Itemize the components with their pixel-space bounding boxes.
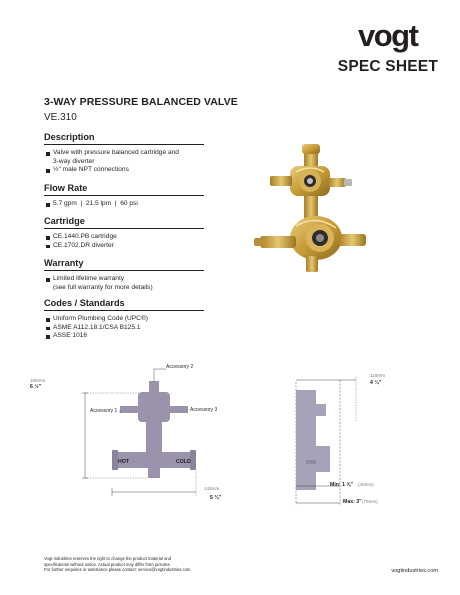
height-mm-label: 165mm — [30, 378, 46, 383]
list-item: ASME A112.18.1/CSA B125.1 — [44, 324, 204, 333]
list-item: Valve with pressure balanced cartridge and 3-way diverter — [44, 149, 204, 166]
list-item: ½" male NPT connections — [44, 166, 204, 175]
product-title: 3-WAY PRESSURE BALANCED VALVE — [44, 96, 238, 108]
max-depth-label: Max: 3" — [343, 499, 362, 505]
accessory-1-label: Accessory 1 — [90, 408, 118, 414]
section-flow-rate — [44, 183, 204, 209]
min-depth-mm: (40mm) — [358, 482, 374, 487]
hot-label: HOT — [118, 459, 129, 465]
side-view-drawing — [296, 373, 385, 505]
cold-label: COLD — [176, 459, 191, 465]
spec-sheet-title: SPEC SHEET — [337, 58, 438, 75]
width-in-label: 5 ¾" — [210, 495, 222, 501]
depth-in-label: 4 ¼" — [370, 380, 382, 386]
list-item: ASSE 1016 — [44, 332, 204, 341]
list-item: Limited lifetime warranty (see full warranty for more details) — [44, 275, 204, 292]
vogt-logo — [358, 20, 440, 54]
max-depth-mm: (75mm) — [362, 499, 378, 504]
list-item: CE.1702.DR diverter — [44, 242, 204, 251]
section-heading: Description — [44, 132, 204, 145]
list-item: Uniform Plumbing Code (UPC®) — [44, 315, 204, 324]
accessory-2-label: Accessory 2 — [166, 364, 194, 370]
list-item: 5.7 gpm | 21.5 lpm | 60 psi — [44, 200, 204, 209]
section-cartridge — [44, 216, 204, 250]
section-warranty — [44, 258, 204, 292]
min-depth-label: Min: 1 ⅝" — [330, 482, 354, 488]
model-number: VE.310 — [44, 112, 77, 123]
section-heading: Cartridge — [44, 216, 204, 229]
section-heading: Codes / Standards — [44, 298, 204, 311]
width-mm-label: 145mm — [204, 486, 220, 491]
list-item: CE.1440.PB cartridge — [44, 233, 204, 242]
height-in-label: 6 ½" — [30, 384, 42, 390]
section-heading: Warranty — [44, 258, 204, 271]
footer-disclaimer: Vogt Industries reserves the right to change the product material and specifications without notice. Actual product may differ from pictures. For further enquiries or assistance please contact: service@vogtindustries.com — [44, 556, 191, 573]
logo-text: vogt — [358, 18, 418, 53]
section-codes-standards — [44, 298, 204, 341]
section-description — [44, 132, 204, 175]
front-view-drawing — [30, 364, 222, 501]
accessory-3-label: Accessory 3 — [190, 407, 218, 413]
footer-website[interactable]: vogtindustries.com — [391, 568, 438, 574]
valve-product-image — [250, 138, 370, 278]
technical-drawing — [30, 360, 440, 520]
section-heading: Flow Rate — [44, 183, 204, 196]
depth-mm-label: 110mm — [370, 373, 385, 378]
